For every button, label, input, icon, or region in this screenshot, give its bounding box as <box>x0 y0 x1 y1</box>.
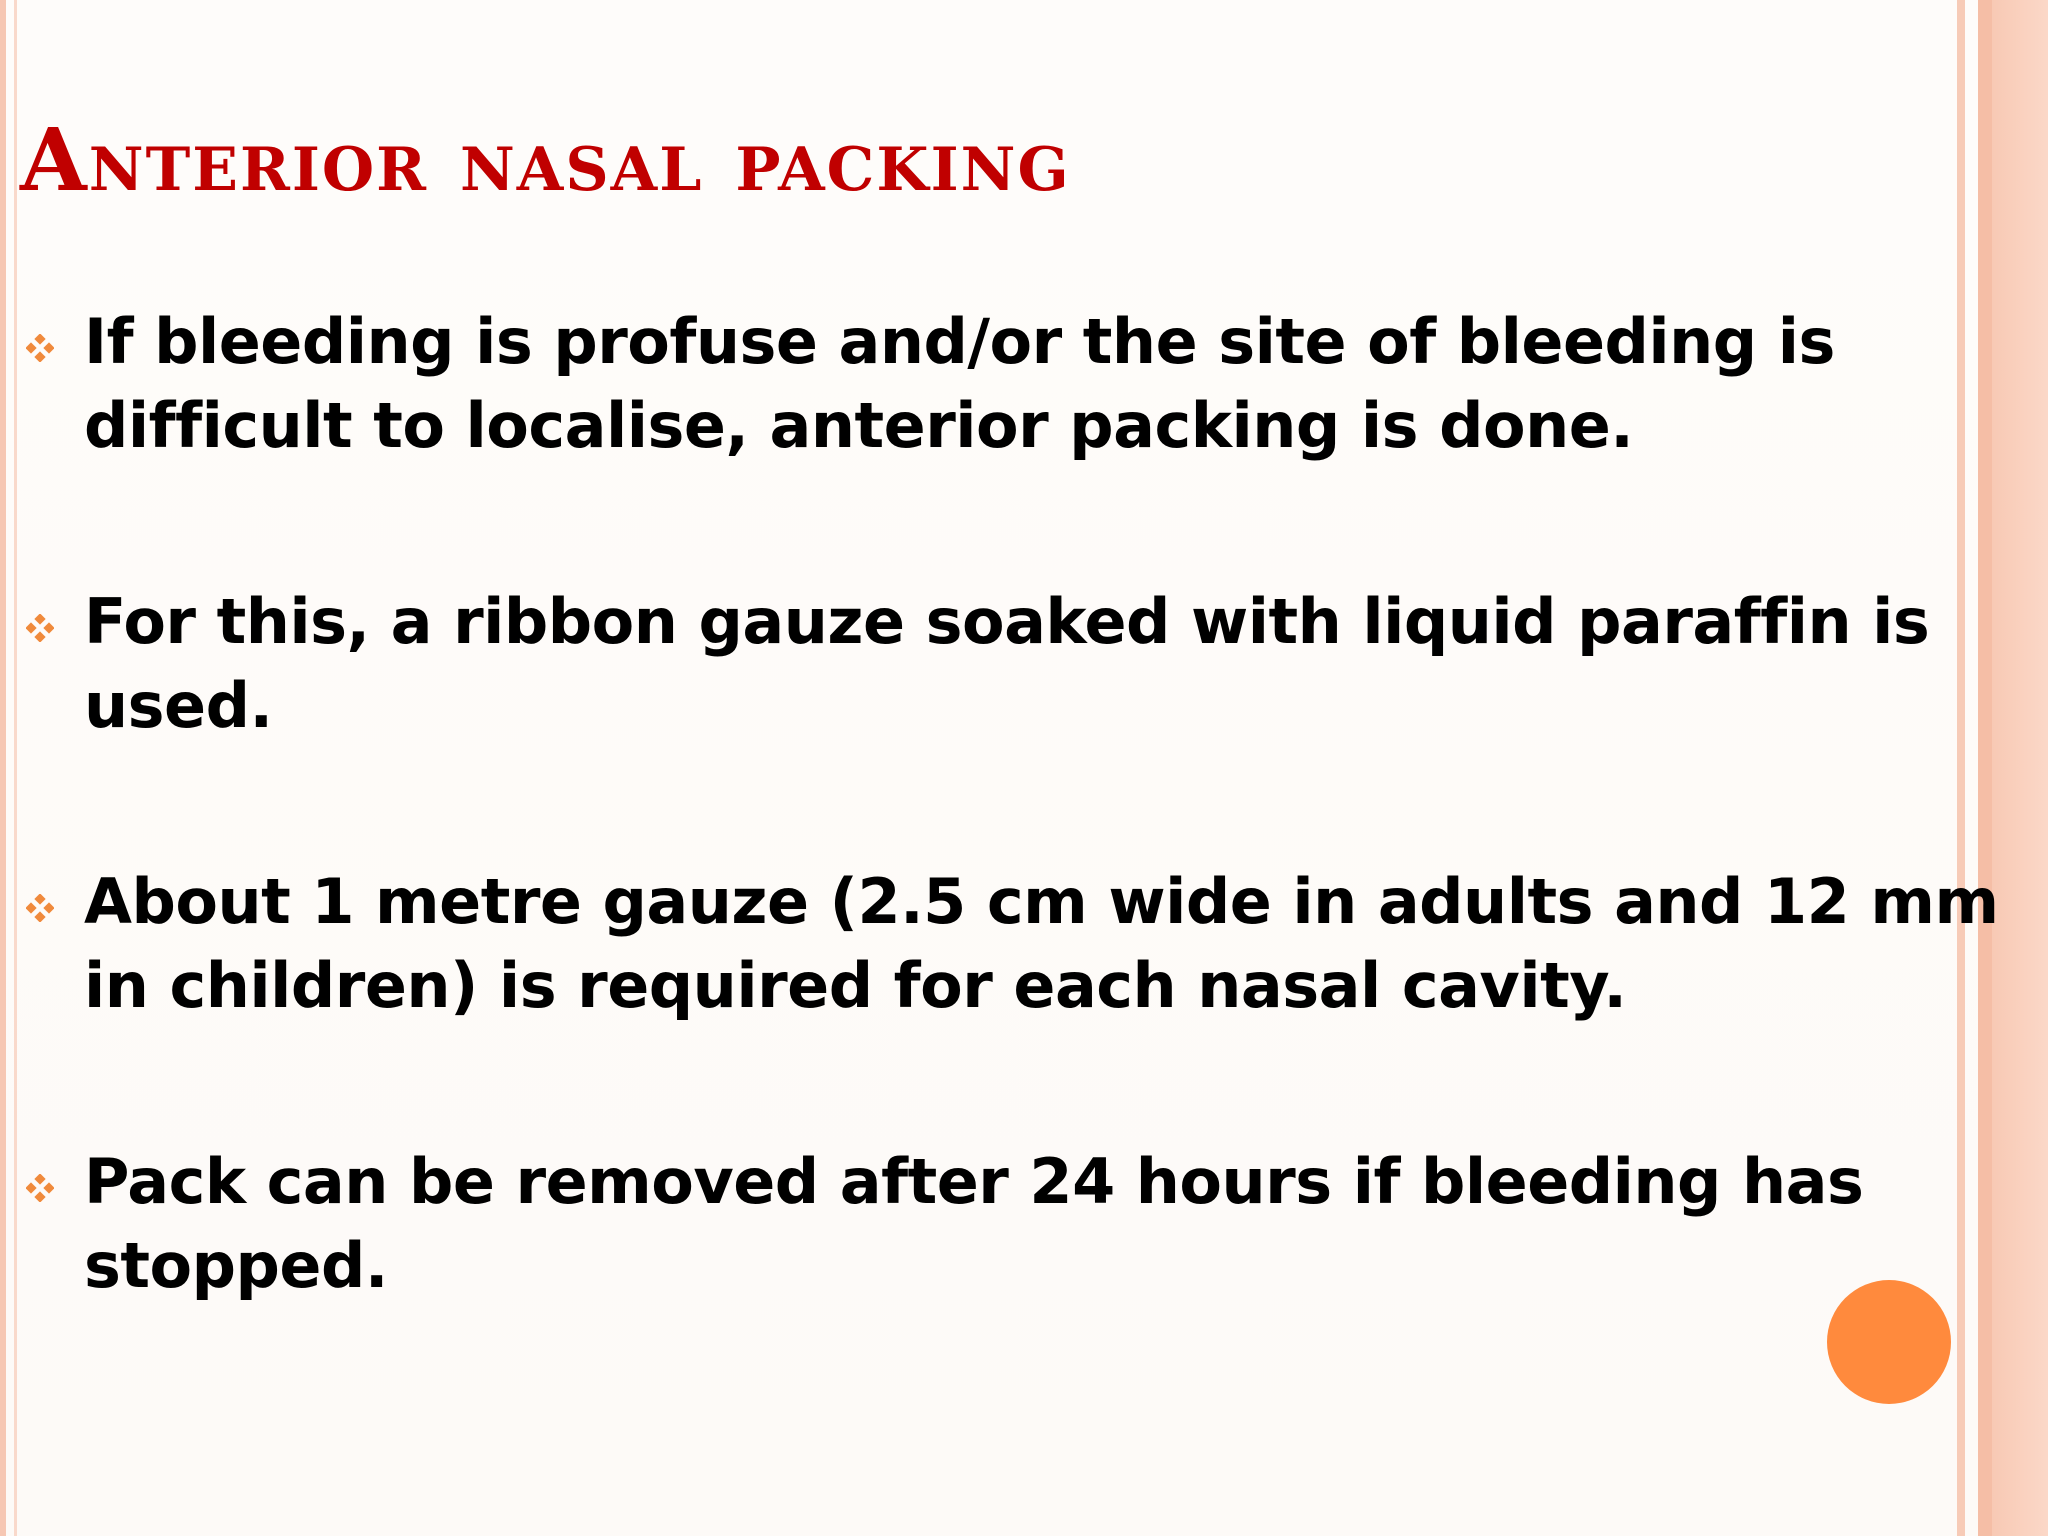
diamond-bullet-icon <box>26 614 54 642</box>
left-border-stripe <box>0 0 6 1536</box>
diamond-bullet-icon <box>26 894 54 922</box>
bullet-text: If bleeding is profuse and/or the site of bleeding is difficult to localise, anterior packing is done. <box>84 305 1835 462</box>
slide-title: Anterior nasal packing <box>20 110 1071 211</box>
bullet-item <box>22 1140 2012 1308</box>
bullet-text: For this, a ribbon gauze soaked with liquid paraffin is used. <box>84 585 1930 742</box>
bullet-list <box>22 300 2012 1308</box>
bullet-text: About 1 metre gauze (2.5 cm wide in adults and 12 mm in children) is required for each nasal cavity. <box>84 865 1999 1022</box>
left-border-stripe-inner <box>14 0 17 1536</box>
diamond-bullet-icon <box>26 334 54 362</box>
bullet-text: Pack can be removed after 24 hours if bleeding has stopped. <box>84 1145 1864 1302</box>
accent-circle <box>1827 1280 1951 1404</box>
diamond-bullet-icon <box>26 1174 54 1202</box>
bullet-item <box>22 580 2012 748</box>
bullet-item <box>22 860 2012 1028</box>
bullet-item <box>22 300 2012 468</box>
